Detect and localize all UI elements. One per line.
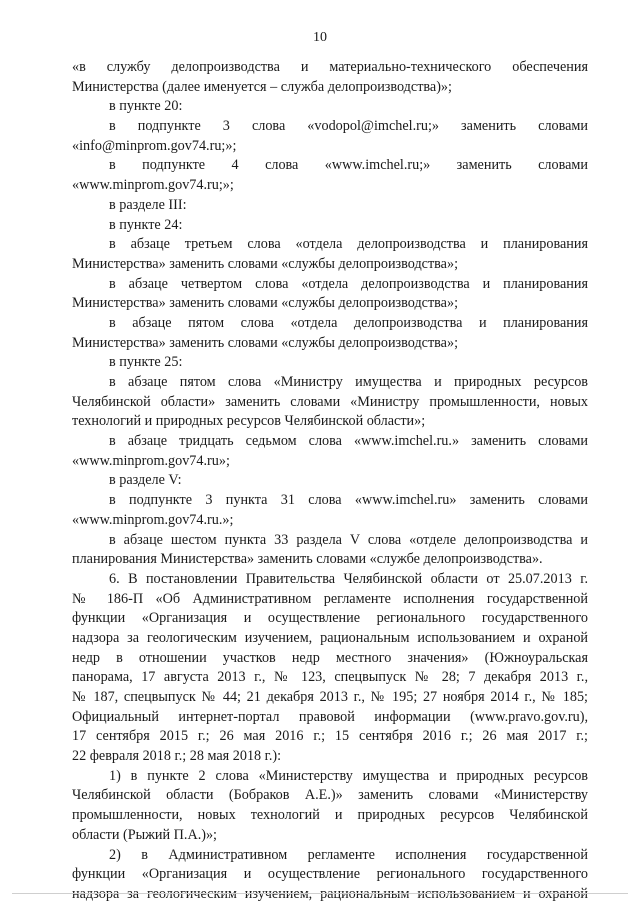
text-line: в подпункте 4 слова «www.imchel.ru;» заменить словами [109, 157, 588, 174]
text-line: Министерства (далее именуется – служба делопроизводства)»; [72, 78, 452, 95]
text-line: № 186-П «Об Административном регламенте исполнения государственной [72, 590, 588, 607]
text-line: Министерства» заменить словами «службы делопроизводства»; [72, 295, 459, 312]
text-line: в разделе III: [109, 196, 187, 213]
text-line: недр в отношении участков недр местного значения» (Южноуральская [72, 649, 588, 666]
text-line: в абзаце тридцать седьмом слова «www.imchel.ru.» заменить словами [109, 433, 588, 450]
text-line: промышленности, новых технологий и природных ресурсов Челябинской [72, 807, 588, 824]
text-line: Министерства» заменить словами «службы делопроизводства»; [72, 334, 459, 351]
text-line: «www.minprom.gov74.ru.»; [72, 511, 234, 528]
text-line: в абзаце шестом пункта 33 раздела V слова «отделе делопроизводства и [109, 531, 588, 548]
document-body [72, 58, 588, 905]
page-bottom-rule [12, 893, 628, 894]
text-line: в подпункте 3 слова «vodopol@imchel.ru;» заменить словами [109, 118, 588, 135]
text-line: в абзаце пятом слова «Министру имущества и природных ресурсов [109, 374, 588, 390]
text-line: 1) в пункте 2 слова «Министерству имущества и природных ресурсов [109, 767, 588, 784]
text-line: планирования Министерства» заменить словами «службе делопроизводства». [72, 551, 543, 568]
text-line: функции «Организация и осуществление регионального государственного [72, 610, 588, 627]
text-line: 17 сентября 2015 г.; 26 мая 2016 г.; 15 сентября 2016 г.; 26 мая 2017 г.; [72, 728, 588, 745]
text-line: в пункте 24: [109, 216, 183, 233]
text-line: Министерства» заменить словами «службы делопроизводства»; [72, 255, 459, 272]
text-line: 2) в Административном регламенте исполнения государственной [109, 846, 588, 863]
text-line: в абзаце пятом слова «отдела делопроизводства и планирования [109, 314, 588, 331]
text-line: технологий и природных ресурсов Челябинской области»; [72, 413, 426, 430]
text-line: в абзаце четвертом слова «отдела делопроизводства и планирования [109, 275, 588, 292]
text-line: области (Рыжий П.А.)»; [72, 826, 217, 843]
text-line: «www.minprom.gov74.ru»; [72, 452, 230, 469]
text-line: панорама, 17 августа 2013 г., № 123, спецвыпуск № 28; 7 декабря 2013 г., [72, 669, 588, 686]
text-line: Челябинской области» заменить словами «Министру промышленности, новых [72, 393, 588, 410]
text-line: в разделе V: [109, 472, 182, 489]
text-line: Челябинской области (Бобраков А.Е.)» заменить словами «Министерству [72, 787, 588, 804]
text-line: в пункте 20: [109, 98, 183, 115]
text-line: в пункте 25: [109, 354, 183, 371]
text-line: в абзаце третьем слова «отдела делопроизводства и планирования [109, 236, 588, 253]
text-line: надзора за геологическим изучением, рациональным использованием и охраной [72, 885, 588, 902]
text-line: в подпункте 3 пункта 31 слова «www.imchel.ru» заменить словами [109, 492, 588, 509]
text-line: функции «Организация и осуществление регионального государственного [72, 866, 588, 883]
text-line: «в службу делопроизводства и материально-технического обеспечения [72, 59, 588, 75]
text-line: 22 февраля 2018 г.; 28 мая 2018 г.): [72, 748, 282, 765]
text-line: «www.minprom.gov74.ru;»; [72, 177, 234, 194]
text-line: Официальный интернет-портал правовой информации (www.pravo.gov.ru), [72, 708, 588, 725]
text-line: «info@minprom.gov74.ru;»; [72, 137, 237, 154]
text-line: надзора за геологическим изучением, рациональным использованием и охраной [72, 629, 588, 646]
text-line: № 187, спецвыпуск № 44; 21 декабря 2013 г., № 195; 27 ноября 2014 г., № 185; [72, 689, 588, 705]
text-line: 6. В постановлении Правительства Челябинской области от 25.07.2013 г. [109, 570, 588, 587]
page-number: 10 [313, 30, 327, 45]
